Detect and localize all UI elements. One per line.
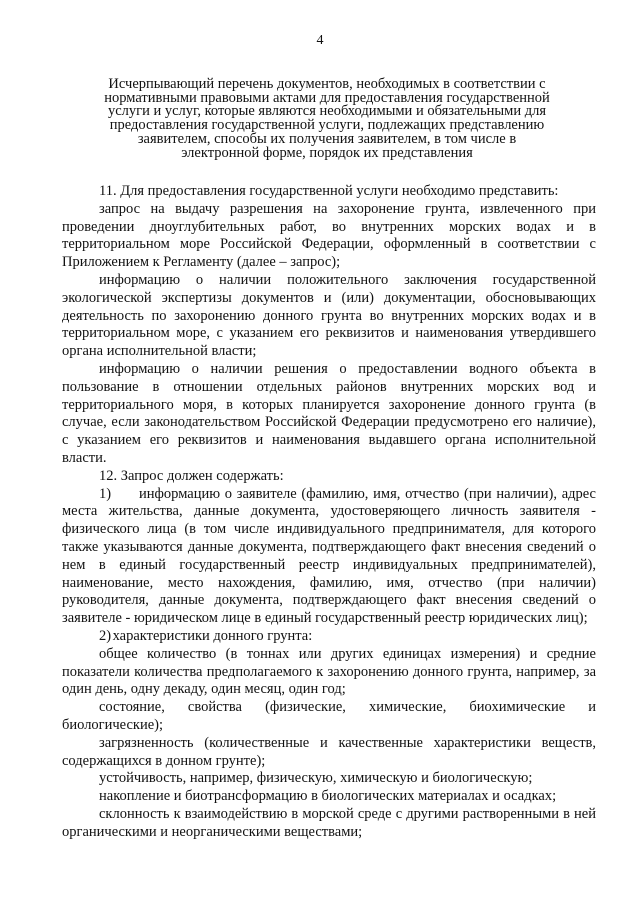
paragraph-total-amount: общее количество (в тоннах или других единицах измерения) и средние показатели количества предполагаемого к захоронению донного грунта, например, за один день, одну декаду, один месяц, один год; — [62, 645, 596, 698]
heading-line: услуги и услуг, которые являются необходимыми и обязательными для — [107, 103, 547, 120]
paragraph-11-intro: 11. Для предоставления государственной услуги необходимо представить: — [99, 183, 559, 199]
paragraph-request-item: запрос на выдачу разрешения на захоронение грунта, извлеченного при проведении дноуглубительных работ, во внутренних морских водах и в территориальном море Российской Федерации, оформленный в соответствии с Приложением к Регламенту (далее – запрос); — [62, 200, 596, 271]
paragraph-state-properties: состояние, свойства (физические, химические, биохимические и биологические); — [62, 699, 596, 733]
heading-line: предоставления государственной услуги, подлежащих представлению — [109, 117, 545, 134]
list-item-applicant-info — [62, 486, 596, 628]
paragraph-interaction: склонность к взаимодействию в морской среде с другими растворенными в ней органическими и неорганическими веществами; — [62, 805, 596, 840]
page-number: 4 — [316, 33, 324, 48]
list-item-soil-characteristics — [62, 628, 596, 646]
heading-line: электронной форме, порядок их представления — [181, 144, 473, 161]
list-number: 1) — [99, 485, 112, 502]
paragraph-water-object-item: информацию о наличии решения о предоставлении водного объекта в пользование в отношении отдельных районов внутренних морских вод и территориального моря, в которых планируется захоронение донного грунта (в случае, если законодательством Российской Федерации предусмотрено его наличие), с указанием его реквизитов и наименования выдавшего органа исполнительной власти. — [62, 360, 596, 466]
section-heading — [92, 78, 562, 160]
heading-line: нормативными правовыми актами для предоставления государственной — [104, 89, 550, 106]
paragraph-stability: устойчивость, например, физическую, химическую и биологическую; — [99, 770, 533, 787]
heading-line: заявителем, способы их получения заявителем, в том числе в — [137, 130, 517, 147]
paragraph-expertise-item: информацию о наличии положительного заключения государственной экологической экспертизы документов и (или) документации, обосновывающих деятельность по захоронению донного грунта во внутренних морских водах и в территориальном море, с указанием его реквизитов и наименования утвердившего органа исполнительной власти; — [62, 271, 596, 360]
heading-line: Исчерпывающий перечень документов, необходимых в соответствии с — [108, 76, 546, 92]
list-item-text: информацию о заявителе (фамилию, имя, отчество (при наличии), адрес места жительства, данные документа, удостоверяющего личность заявителя - физического лица (в том числе индивидуального предпринимателя, для которого также указываются данные документа, подтверждающего факт внесения сведений о нем в единый государственный реестр индивидуальных предпринимателей), наименование, место нахождения, фамилию, имя, отчество (при наличии) руководителя, данные документа, подтверждающего факт внесения сведений о заявителе - юридическом лице в единый государственный реестр юридических лиц); — [62, 485, 596, 627]
paragraph-12-intro: 12. Запрос должен содержать: — [99, 467, 284, 484]
list-item-text: характеристики донного грунта: — [112, 627, 313, 644]
body-text — [62, 183, 596, 841]
paragraph-contamination: загрязненность (количественные и качественные характеристики веществ, содержащихся в донном грунте); — [62, 734, 596, 769]
paragraph-accumulation: накопление и биотрансформацию в биологических материалах и осадках; — [99, 788, 557, 805]
list-number: 2) — [99, 627, 112, 644]
